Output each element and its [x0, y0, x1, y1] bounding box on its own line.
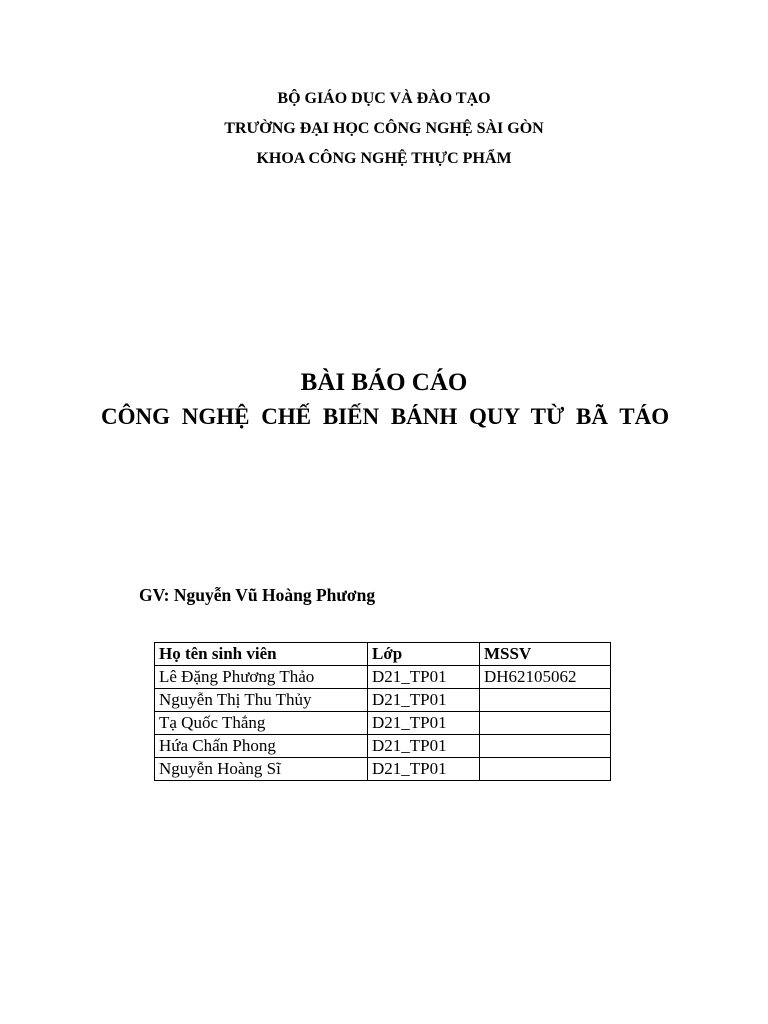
table-row	[155, 735, 611, 758]
report-subtitle: CÔNG NGHỆ CHẾ BIẾN BÁNH QUY TỪ BÃ TÁO	[101, 404, 670, 429]
student-id-cell	[480, 689, 611, 712]
table-row	[155, 666, 611, 689]
student-name-cell: Hứa Chấn Phong	[155, 735, 368, 758]
table-row	[155, 712, 611, 735]
report-title: BÀI BÁO CÁO	[300, 369, 468, 396]
institution-header	[0, 84, 768, 174]
student-name-cell: Lê Đặng Phương Thảo	[155, 666, 368, 689]
header-student-id: MSSV	[480, 643, 611, 666]
student-name-cell: Nguyễn Hoàng Sĩ	[155, 758, 368, 781]
class-cell: D21_TP01	[368, 666, 480, 689]
student-table	[154, 642, 611, 781]
header-class: Lớp	[368, 643, 480, 666]
class-cell: D21_TP01	[368, 712, 480, 735]
student-id-cell	[480, 758, 611, 781]
header-student-name: Họ tên sinh viên	[155, 643, 368, 666]
student-id-cell: DH62105062	[480, 666, 611, 689]
student-name-cell: Tạ Quốc Thắng	[155, 712, 368, 735]
class-cell: D21_TP01	[368, 689, 480, 712]
class-cell: D21_TP01	[368, 758, 480, 781]
table-row	[155, 689, 611, 712]
ministry-name: BỘ GIÁO DỤC VÀ ĐÀO TẠO	[277, 90, 491, 107]
instructor-name: GV: Nguyễn Vũ Hoàng Phương	[139, 585, 376, 605]
faculty-name: KHOA CÔNG NGHỆ THỰC PHẨM	[256, 150, 512, 167]
student-id-cell	[480, 712, 611, 735]
student-name-cell: Nguyễn Thị Thu Thủy	[155, 689, 368, 712]
table-header-row	[155, 643, 611, 666]
table-row	[155, 758, 611, 781]
class-cell: D21_TP01	[368, 735, 480, 758]
university-name: TRƯỜNG ĐẠI HỌC CÔNG NGHỆ SÀI GÒN	[224, 120, 544, 137]
student-id-cell	[480, 735, 611, 758]
